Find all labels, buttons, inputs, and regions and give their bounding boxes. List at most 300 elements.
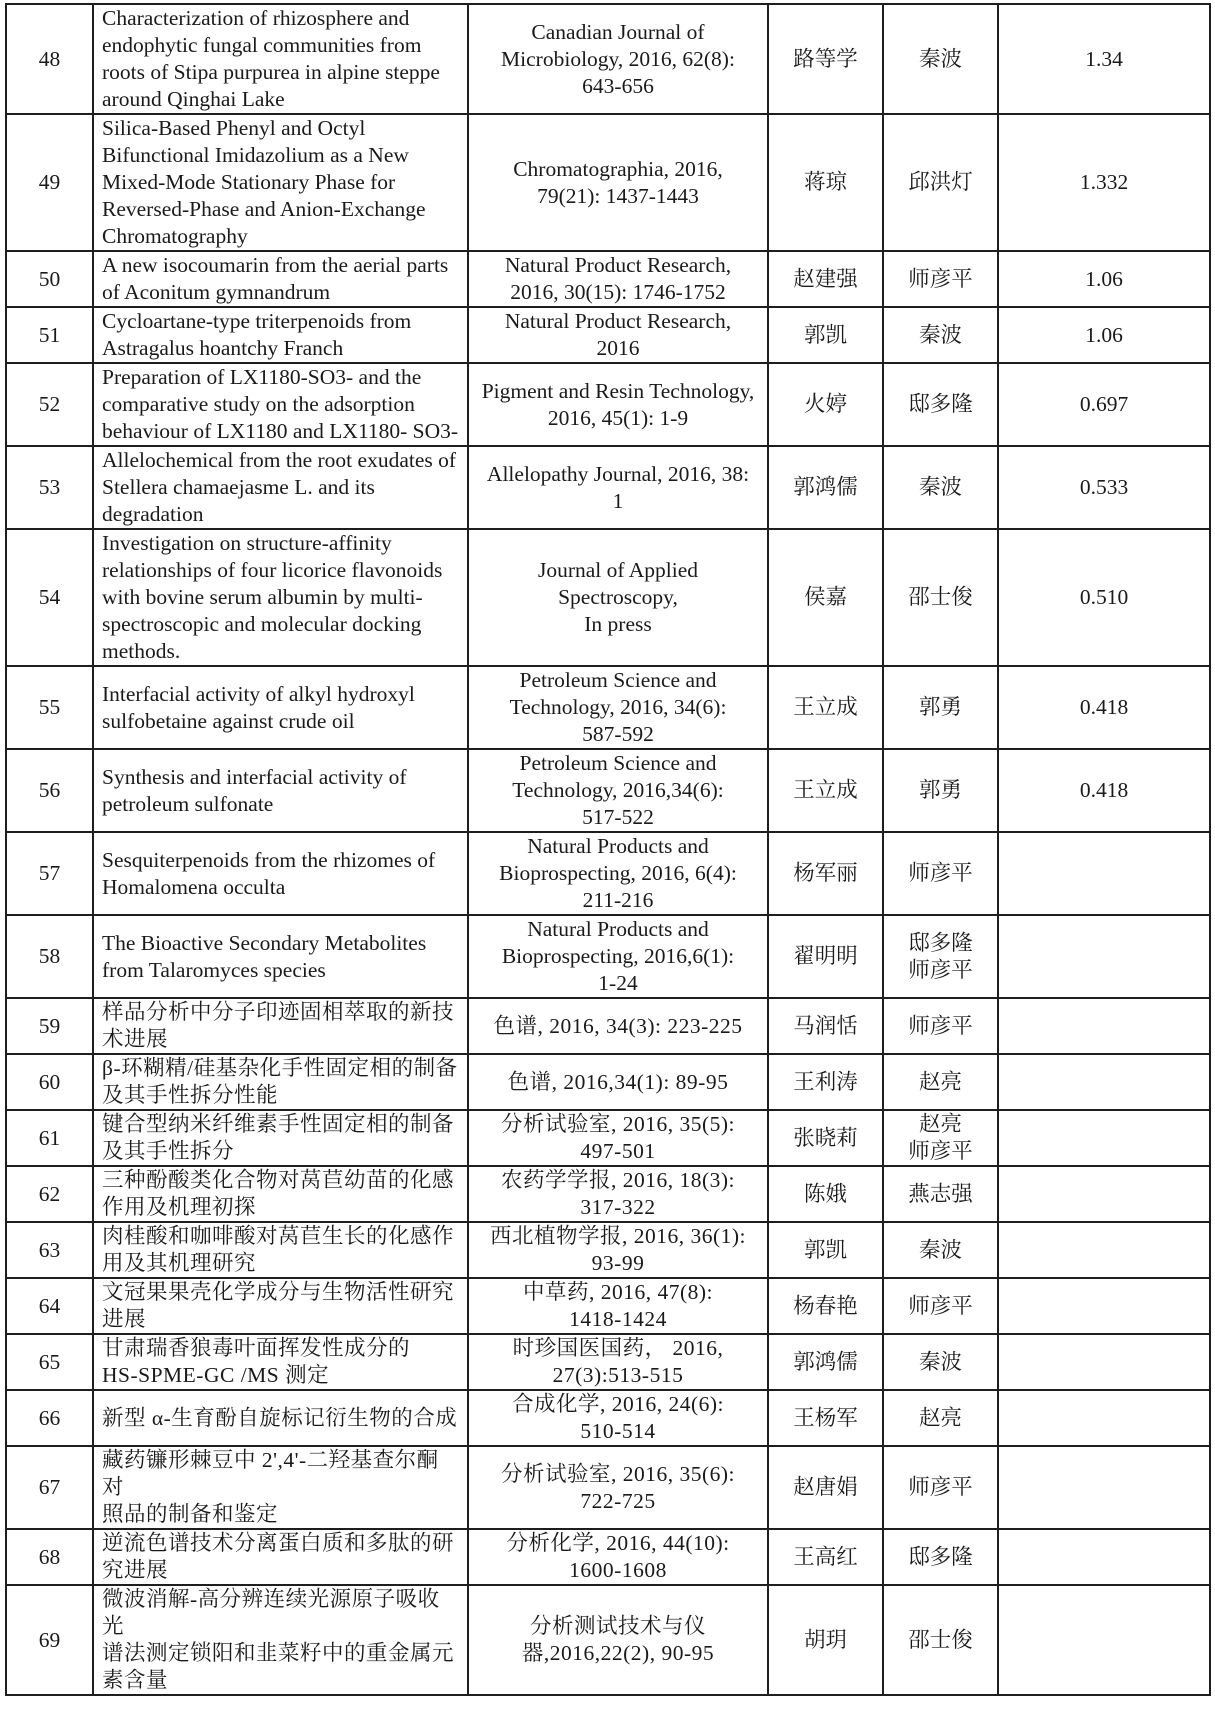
article-title — [93, 114, 468, 251]
impact-factor — [998, 832, 1210, 915]
corresponding-author — [883, 114, 998, 251]
publication-row — [6, 1166, 1210, 1222]
article-title-line: Mixed-Mode Stationary Phase for — [102, 170, 396, 194]
article-title-line: Silica-Based Phenyl and Octyl — [102, 116, 366, 140]
journal-citation-line: Technology, 2016,34(6): — [512, 778, 724, 802]
row-number: 49 — [6, 114, 93, 251]
journal-citation-line: 93-99 — [591, 1251, 645, 1275]
publication-row — [6, 307, 1210, 363]
first-author-line: 马润恬 — [793, 1013, 858, 1038]
article-title-line: 样品分析中分子印迹固相萃取的新技 — [102, 1000, 455, 1024]
article-title-line: 键合型纳米纤维素手性固定相的制备 — [102, 1112, 455, 1136]
journal-citation-line: 色谱, 2016, 34(3): 223-225 — [493, 1013, 743, 1038]
first-author-line: 蒋琼 — [803, 170, 847, 194]
first-author-line: 杨春艳 — [793, 1293, 858, 1318]
first-author — [768, 1585, 883, 1695]
article-title — [93, 1166, 468, 1222]
first-author — [768, 1110, 883, 1166]
impact-factor — [998, 915, 1210, 998]
impact-factor: 0.533 — [998, 446, 1210, 529]
impact-factor — [998, 1529, 1210, 1585]
journal-citation-line: Natural Product Research, — [504, 309, 732, 333]
article-title — [93, 1110, 468, 1166]
journal-citation-line: 分析试验室, 2016, 35(5): — [500, 1112, 736, 1136]
first-author — [768, 998, 883, 1054]
article-title-line: 素含量 — [102, 1668, 169, 1692]
publication-row — [6, 529, 1210, 666]
first-author — [768, 446, 883, 529]
article-title-line: Synthesis and interfacial activity of — [102, 764, 407, 789]
row-number: 56 — [6, 749, 93, 832]
journal-citation-line: Microbiology, 2016, 62(8): — [501, 46, 735, 71]
journal-citation — [468, 307, 768, 363]
impact-factor: 1.332 — [998, 114, 1210, 251]
first-author — [768, 1334, 883, 1390]
corresponding-author — [883, 1334, 998, 1390]
journal-citation-line: Chromatographia, 2016, — [513, 156, 723, 181]
first-author — [768, 1054, 883, 1110]
publication-row — [6, 832, 1210, 915]
row-number: 64 — [6, 1278, 93, 1334]
journal-citation — [468, 1278, 768, 1334]
corresponding-author — [883, 1110, 998, 1166]
journal-citation — [468, 1529, 768, 1585]
journal-citation — [468, 363, 768, 446]
corresponding-author — [883, 1278, 998, 1334]
journal-citation-line: 2016 — [596, 336, 640, 360]
impact-factor: 0.697 — [998, 363, 1210, 446]
corresponding-author — [883, 1054, 998, 1110]
corresponding-author-line: 赵亮 — [918, 1112, 962, 1136]
article-title — [93, 1390, 468, 1446]
journal-citation — [468, 1390, 768, 1446]
corresponding-author — [883, 4, 998, 114]
first-author — [768, 4, 883, 114]
article-title — [93, 4, 468, 114]
journal-citation-line: 西北植物学报, 2016, 36(1): — [489, 1224, 747, 1248]
first-author-line: 赵建强 — [793, 266, 858, 291]
corresponding-author — [883, 446, 998, 529]
row-number: 50 — [6, 251, 93, 307]
journal-citation-line: Spectroscopy, — [558, 585, 678, 609]
corresponding-author-line: 邱洪灯 — [908, 170, 973, 194]
row-number: 63 — [6, 1222, 93, 1278]
journal-citation-line: 农药学学报, 2016, 18(3): — [500, 1168, 736, 1192]
journal-citation-line: 分析化学, 2016, 44(10): — [506, 1531, 730, 1555]
corresponding-author-line: 邸多隆 — [908, 930, 973, 955]
article-title-line: 新型 α-生育酚自旋标记衍生物的合成 — [102, 1405, 458, 1430]
row-number: 51 — [6, 307, 93, 363]
journal-citation-line: 517-522 — [582, 805, 654, 829]
journal-citation — [468, 915, 768, 998]
article-title-line: Investigation on structure-affinity — [102, 531, 392, 555]
row-number: 54 — [6, 529, 93, 666]
corresponding-author — [883, 1446, 998, 1529]
article-title — [93, 1529, 468, 1585]
journal-citation-line: 2016, 30(15): 1746-1752 — [510, 280, 726, 304]
publication-row — [6, 1334, 1210, 1390]
first-author — [768, 529, 883, 666]
first-author-line: 路等学 — [793, 46, 858, 71]
article-title — [93, 832, 468, 915]
journal-citation-line: Petroleum Science and — [519, 668, 717, 692]
article-title-line: methods. — [102, 639, 181, 663]
corresponding-author-line: 邸多隆 — [908, 392, 973, 416]
journal-citation-line: Pigment and Resin Technology, — [481, 378, 755, 403]
article-title-line: The Bioactive Secondary Metabolites — [102, 930, 427, 955]
article-title — [93, 529, 468, 666]
journal-citation-line: 587-592 — [582, 722, 654, 746]
first-author-line: 翟明明 — [793, 944, 858, 968]
publication-row — [6, 1529, 1210, 1585]
journal-citation — [468, 529, 768, 666]
journal-citation-line: 643-656 — [582, 73, 654, 98]
journal-citation — [468, 1166, 768, 1222]
row-number: 58 — [6, 915, 93, 998]
corresponding-author-line: 秦波 — [918, 1349, 962, 1374]
row-number: 53 — [6, 446, 93, 529]
first-author — [768, 114, 883, 251]
journal-citation-line: Journal of Applied — [537, 558, 699, 582]
first-author — [768, 749, 883, 832]
first-author — [768, 1222, 883, 1278]
corresponding-author-line: 师彦平 — [908, 1475, 973, 1499]
article-title-line: 甘肃瑞香狼毒叶面挥发性成分的 — [102, 1336, 411, 1360]
journal-citation-line: 分析试验室, 2016, 35(6): — [500, 1461, 736, 1486]
publication-row — [6, 1222, 1210, 1278]
corresponding-author-line: 邵士俊 — [908, 1627, 973, 1652]
publication-table-body — [6, 4, 1210, 1695]
row-number: 68 — [6, 1529, 93, 1585]
corresponding-author-line: 燕志强 — [908, 1181, 973, 1206]
impact-factor — [998, 1110, 1210, 1166]
corresponding-author-line: 师彦平 — [908, 957, 973, 982]
first-author — [768, 915, 883, 998]
row-number: 59 — [6, 998, 93, 1054]
article-title-line: β-环糊精/硅基杂化手性固定相的制备 — [102, 1056, 458, 1080]
article-title-line: degradation — [102, 502, 204, 526]
publication-row — [6, 1110, 1210, 1166]
journal-citation-line: Natural Product Research, — [504, 253, 732, 277]
article-title-line: 三种酚酸类化合物对莴苣幼苗的化感 — [102, 1168, 455, 1192]
impact-factor: 0.510 — [998, 529, 1210, 666]
journal-citation-line: Natural Products and — [527, 917, 709, 941]
journal-citation-line: 1600-1608 — [569, 1558, 667, 1582]
article-title-line: 术进展 — [102, 1027, 169, 1051]
journal-citation-line: Canadian Journal of — [531, 19, 705, 44]
journal-citation — [468, 1054, 768, 1110]
article-title-line: A new isocoumarin from the aerial parts — [102, 253, 449, 277]
article-title-line: comparative study on the adsorption — [102, 392, 415, 416]
journal-citation-line: 1-24 — [598, 971, 638, 995]
first-author — [768, 1390, 883, 1446]
article-title-line: 进展 — [102, 1307, 147, 1331]
journal-citation-line: 1418-1424 — [569, 1307, 667, 1331]
row-number: 61 — [6, 1110, 93, 1166]
publication-row — [6, 446, 1210, 529]
first-author — [768, 666, 883, 749]
publication-row — [6, 1278, 1210, 1334]
article-title-line: 及其手性拆分性能 — [102, 1083, 279, 1107]
first-author-line: 王立成 — [793, 695, 858, 719]
journal-citation-line: 510-514 — [580, 1419, 656, 1443]
row-number: 52 — [6, 363, 93, 446]
article-title-line: 肉桂酸和咖啡酸对莴苣生长的化感作 — [102, 1224, 455, 1248]
journal-citation-line: 分析测试技术与仪 — [529, 1614, 706, 1638]
first-author-line: 火婷 — [803, 392, 847, 416]
row-number: 62 — [6, 1166, 93, 1222]
article-title-line: from Talaromyces species — [102, 957, 326, 982]
journal-citation-line: 合成化学, 2016, 24(6): — [511, 1392, 725, 1416]
article-title-line: Bifunctional Imidazolium as a New — [102, 143, 409, 167]
impact-factor: 0.418 — [998, 749, 1210, 832]
article-title-line: 谱法测定锁阳和韭菜籽中的重金属元 — [102, 1641, 455, 1665]
impact-factor: 1.34 — [998, 4, 1210, 114]
first-author-line: 杨军丽 — [793, 861, 858, 885]
impact-factor — [998, 1334, 1210, 1390]
article-title — [93, 307, 468, 363]
journal-citation-line: 时珍国医国药， 2016, — [512, 1336, 724, 1360]
corresponding-author-line: 赵亮 — [918, 1069, 962, 1094]
article-title-line: 逆流色谱技术分离蛋白质和多肽的研 — [102, 1531, 455, 1555]
impact-factor: 0.418 — [998, 666, 1210, 749]
article-title-line: spectroscopic and molecular docking — [102, 612, 422, 636]
article-title-line: Preparation of LX1180-SO3- and the — [102, 365, 422, 389]
publication-row — [6, 363, 1210, 446]
journal-citation-line: Allelopathy Journal, 2016, 38: — [486, 461, 750, 486]
row-number: 48 — [6, 4, 93, 114]
journal-citation — [468, 251, 768, 307]
article-title-line: Allelochemical from the root exudates of — [102, 448, 457, 472]
article-title-line: roots of Stipa purpurea in alpine steppe — [102, 60, 440, 84]
article-title — [93, 1222, 468, 1278]
first-author-line: 赵唐娟 — [793, 1475, 858, 1499]
corresponding-author — [883, 1390, 998, 1446]
first-author — [768, 251, 883, 307]
first-author-line: 王立成 — [793, 778, 858, 802]
article-title — [93, 1334, 468, 1390]
first-author — [768, 1446, 883, 1529]
row-number: 66 — [6, 1390, 93, 1446]
corresponding-author-line: 秦波 — [918, 475, 962, 499]
publication-table — [5, 3, 1211, 1696]
corresponding-author-line: 师彦平 — [908, 1293, 973, 1318]
publication-row — [6, 114, 1210, 251]
row-number: 69 — [6, 1585, 93, 1695]
article-title-line: Reversed-Phase and Anion-Exchange — [102, 197, 426, 221]
impact-factor — [998, 1166, 1210, 1222]
journal-citation-line: 2016, 45(1): 1-9 — [547, 405, 689, 430]
first-author-line: 侯嘉 — [803, 585, 847, 609]
first-author — [768, 307, 883, 363]
article-title-line: Chromatography — [102, 224, 248, 248]
corresponding-author-line: 秦波 — [918, 46, 962, 71]
corresponding-author — [883, 998, 998, 1054]
corresponding-author — [883, 1222, 998, 1278]
row-number: 57 — [6, 832, 93, 915]
first-author-line: 郭凯 — [803, 1237, 847, 1262]
corresponding-author — [883, 1529, 998, 1585]
journal-citation — [468, 1222, 768, 1278]
article-title-line: of Aconitum gymnandrum — [102, 280, 331, 304]
corresponding-author — [883, 251, 998, 307]
article-title-line: 文冠果果壳化学成分与生物活性研究 — [102, 1280, 455, 1304]
first-author-line: 郭鸿儒 — [793, 1349, 858, 1374]
journal-citation — [468, 1446, 768, 1529]
article-title-line: 用及其机理研究 — [102, 1251, 257, 1275]
article-title — [93, 749, 468, 832]
impact-factor — [998, 1278, 1210, 1334]
impact-factor — [998, 998, 1210, 1054]
journal-citation — [468, 4, 768, 114]
corresponding-author — [883, 1585, 998, 1695]
corresponding-author — [883, 749, 998, 832]
impact-factor — [998, 1585, 1210, 1695]
first-author — [768, 363, 883, 446]
journal-citation — [468, 1110, 768, 1166]
first-author-line: 王杨军 — [793, 1405, 858, 1430]
journal-citation-line: 722-725 — [580, 1488, 656, 1513]
corresponding-author-line: 秦波 — [918, 322, 962, 347]
corresponding-author — [883, 363, 998, 446]
publication-row — [6, 915, 1210, 998]
first-author — [768, 832, 883, 915]
corresponding-author — [883, 307, 998, 363]
row-number: 67 — [6, 1446, 93, 1529]
article-title-line: HS-SPME-GC /MS 测定 — [102, 1363, 330, 1387]
publication-row — [6, 4, 1210, 114]
article-title-line: Interfacial activity of alkyl hydroxyl — [102, 681, 415, 706]
article-title — [93, 1585, 468, 1695]
article-title-line: 微波消解-高分辨连续光源原子吸收光 — [102, 1587, 440, 1638]
article-title-line: petroleum sulfonate — [102, 791, 274, 816]
journal-citation — [468, 1334, 768, 1390]
article-title-line: Characterization of rhizosphere and — [102, 6, 410, 30]
article-title-line: behaviour of LX1180 and LX1180- SO3- — [102, 419, 459, 443]
corresponding-author — [883, 915, 998, 998]
article-title-line: Stellera chamaejasme L. and its — [102, 475, 375, 499]
article-title — [93, 1278, 468, 1334]
article-title-line: 究进展 — [102, 1558, 169, 1582]
journal-citation — [468, 446, 768, 529]
corresponding-author — [883, 1166, 998, 1222]
article-title — [93, 1446, 468, 1529]
article-title-line: Astragalus hoantchy Franch — [102, 336, 344, 360]
journal-citation — [468, 1585, 768, 1695]
article-title-line: 作用及机理初探 — [102, 1195, 257, 1219]
corresponding-author-line: 邵士俊 — [908, 585, 973, 609]
journal-citation-line: Bioprospecting, 2016, 6(4): — [499, 861, 737, 885]
corresponding-author — [883, 529, 998, 666]
publication-row — [6, 749, 1210, 832]
first-author-line: 王利涛 — [793, 1069, 858, 1094]
journal-citation-line: In press — [584, 612, 652, 636]
publication-row — [6, 998, 1210, 1054]
publication-row — [6, 1585, 1210, 1695]
journal-citation-line: 79(21): 1437-1443 — [537, 183, 699, 208]
article-title-line: around Qinghai Lake — [102, 87, 285, 111]
journal-citation-line: Petroleum Science and — [519, 751, 717, 775]
journal-citation — [468, 749, 768, 832]
article-title — [93, 363, 468, 446]
article-title-line: relationships of four licorice flavonoids — [102, 558, 443, 582]
article-title — [93, 446, 468, 529]
publication-row — [6, 1390, 1210, 1446]
first-author-line: 陈娥 — [803, 1181, 847, 1206]
corresponding-author-line: 师彦平 — [908, 266, 973, 291]
publication-row — [6, 666, 1210, 749]
article-title-line: endophytic fungal communities from — [102, 33, 422, 57]
article-title-line: Sesquiterpenoids from the rhizomes of — [102, 847, 436, 872]
first-author-line: 郭凯 — [803, 322, 847, 347]
journal-citation-line: Natural Products and — [527, 834, 709, 858]
article-title-line: 照品的制备和鉴定 — [102, 1502, 279, 1526]
article-title — [93, 915, 468, 998]
article-title-line: with bovine serum albumin by multi- — [102, 585, 423, 609]
article-title-line: 藏药镰形棘豆中 2',4'-二羟基查尔酮对 — [102, 1448, 439, 1499]
corresponding-author-line: 赵亮 — [918, 1405, 962, 1430]
article-title — [93, 998, 468, 1054]
journal-citation — [468, 666, 768, 749]
corresponding-author — [883, 666, 998, 749]
article-title-line: sulfobetaine against crude oil — [102, 708, 355, 733]
journal-citation-line: 1 — [612, 488, 624, 513]
impact-factor: 1.06 — [998, 307, 1210, 363]
first-author-line: 张晓莉 — [793, 1125, 858, 1150]
corresponding-author-line: 师彦平 — [908, 1139, 973, 1163]
journal-citation — [468, 114, 768, 251]
journal-citation-line: 色谱, 2016,34(1): 89-95 — [507, 1069, 729, 1094]
first-author-line: 郭鸿儒 — [793, 475, 858, 499]
article-title-line: Homalomena occulta — [102, 874, 286, 899]
impact-factor: 1.06 — [998, 251, 1210, 307]
journal-citation-line: 27(3):513-515 — [552, 1363, 684, 1387]
impact-factor — [998, 1446, 1210, 1529]
first-author — [768, 1278, 883, 1334]
article-title — [93, 251, 468, 307]
impact-factor — [998, 1390, 1210, 1446]
corresponding-author-line: 师彦平 — [908, 861, 973, 885]
publication-row — [6, 1054, 1210, 1110]
journal-citation-line: 317-322 — [580, 1195, 656, 1219]
corresponding-author-line: 秦波 — [918, 1237, 962, 1262]
journal-citation-line: Bioprospecting, 2016,6(1): — [501, 944, 735, 968]
corresponding-author — [883, 832, 998, 915]
first-author — [768, 1529, 883, 1585]
article-title — [93, 666, 468, 749]
journal-citation-line: 器,2016,22(2), 90-95 — [521, 1641, 715, 1665]
first-author-line: 王高红 — [793, 1544, 858, 1569]
article-title-line: Cycloartane-type triterpenoids from — [102, 309, 412, 333]
journal-citation-line: Technology, 2016, 34(6): — [509, 695, 727, 719]
row-number: 55 — [6, 666, 93, 749]
corresponding-author-line: 邸多隆 — [908, 1544, 973, 1569]
corresponding-author-line: 郭勇 — [918, 778, 962, 802]
first-author — [768, 1166, 883, 1222]
journal-citation — [468, 832, 768, 915]
impact-factor — [998, 1222, 1210, 1278]
journal-citation-line: 中草药, 2016, 47(8): — [522, 1280, 714, 1304]
journal-citation-line: 497-501 — [580, 1139, 656, 1163]
row-number: 65 — [6, 1334, 93, 1390]
article-title — [93, 1054, 468, 1110]
journal-citation — [468, 998, 768, 1054]
corresponding-author-line: 师彦平 — [908, 1013, 973, 1038]
corresponding-author-line: 郭勇 — [918, 695, 962, 719]
publication-row — [6, 251, 1210, 307]
impact-factor — [998, 1054, 1210, 1110]
row-number: 60 — [6, 1054, 93, 1110]
